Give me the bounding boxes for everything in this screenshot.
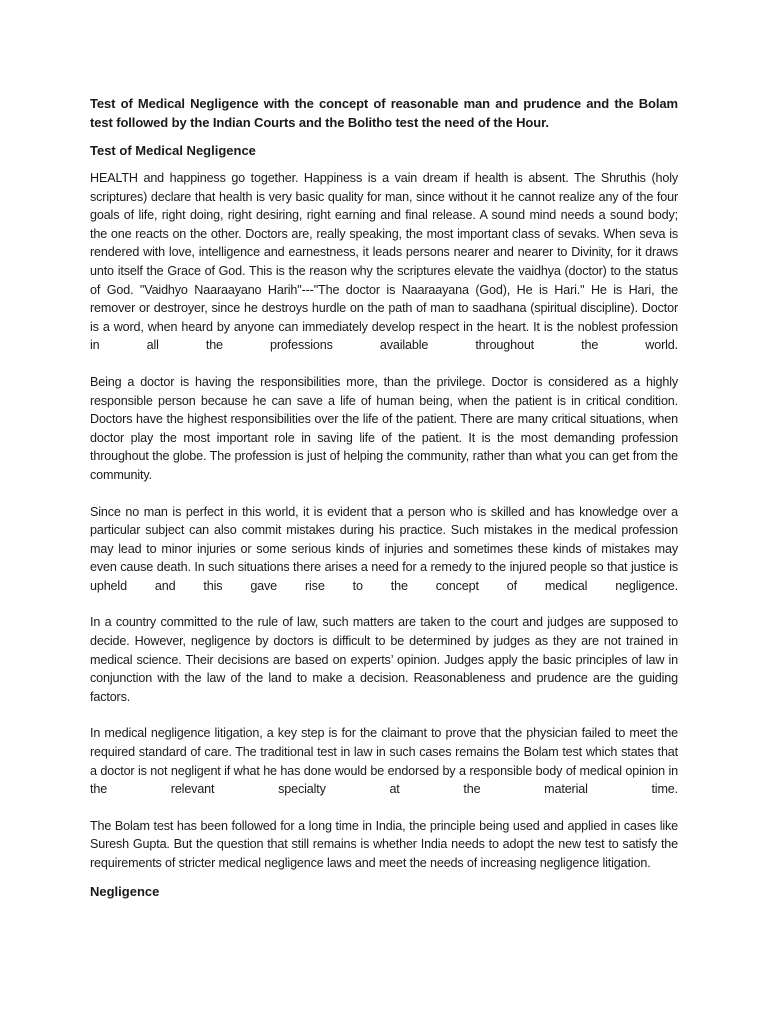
paragraph-doctor-responsibility: Being a doctor is having the responsibilities more, than the privilege. Doctor is considered as a highly responsible person because he can save a life of human being, when the patient is in critical condition. Doctors have the highest responsibilities over the life of the patient. There are many critical situations, when doctor play the most important role in saving life of the patient. It is the most demanding profession throughout the globe. The profession is just of helping the community, rather than what you can get from the community. xyxy=(90,374,678,482)
paragraph-litigation: In medical negligence litigation, a key step is for the claimant to prove that the physician failed to meet the required standard of care. The traditional test in law in such cases remains the Bolam test which states that a doctor is not negligent if what he has done would be endorsed by a responsible body of medical opinion in the relevant specialty at the material time. xyxy=(90,726,678,797)
paragraph-bolam-test: The Bolam test has been followed for a long time in India, the principle being used and applied in cases like Suresh Gupta. But the question that still remains is whether India needs to adopt the new test to satisfy the requirements of stricter medical negligence laws and meet the needs of increasing negligence litigation. xyxy=(90,818,678,870)
paragraph-health: HEALTH and happiness go together. Happiness is a vain dream if health is absent. The Shruthis (holy scriptures) declare that health is very basic quality for man, since without it he cannot realize any of the four goals of life, right doing, right desiring, right earning and final release. A sound mind needs a sound body; the one reacts on the other. Doctors are, really speaking, the most important class of sevaks. When seva is rendered with love, intelligence and earnestness, it leads persons nearer and nearer to Divinity, for it draws unto itself the Grace of God. This is the reason why the scriptures elevate the vaidhya (doctor) to the status of God. "Vaidhyo Naaraayano Harih"---"The doctor is Naaraayana (God), He is Hari." He is Hari, the remover or destroyer, since he destroys hurdle on the path of man to saadhana (spiritual discipline). Doctor is a word, when heard by anyone can immediately develop respect in the heart. It is the noblest profession in all the professions available throughout the world. xyxy=(90,171,678,353)
negligence-heading: Negligence xyxy=(90,883,160,899)
paragraph-mistakes: Since no man is perfect in this world, it is evident that a person who is skilled and has knowledge over a particular subject can also commit mistakes during his practice. Such mistakes in the medical profession may lead to minor injuries or some serious kinds of injuries and sometimes these kinds of mistakes may even cause death. In such situations there arises a need for a remedy to the injured people so that justice is upheld and this gave rise to the concept of medical negligence. xyxy=(90,504,678,593)
document-page xyxy=(90,94,678,910)
document-title: Test of Medical Negligence with the concept of reasonable man and prudence and the Bolam test followed by the Indian Courts and the Bolitho test the need of the Hour. xyxy=(90,96,678,130)
section-heading: Test of Medical Negligence xyxy=(90,143,256,158)
paragraph-rule-of-law: In a country committed to the rule of law, such matters are taken to the court and judges are supposed to decide. However, negligence by doctors is difficult to be determined by judges as they are not trained in medical science. Their decisions are based on experts’ opinion. Judges apply the basic principles of law in conjunction with the law of the land to make a decision. Reasonableness and prudence are the guiding factors. xyxy=(90,615,678,704)
